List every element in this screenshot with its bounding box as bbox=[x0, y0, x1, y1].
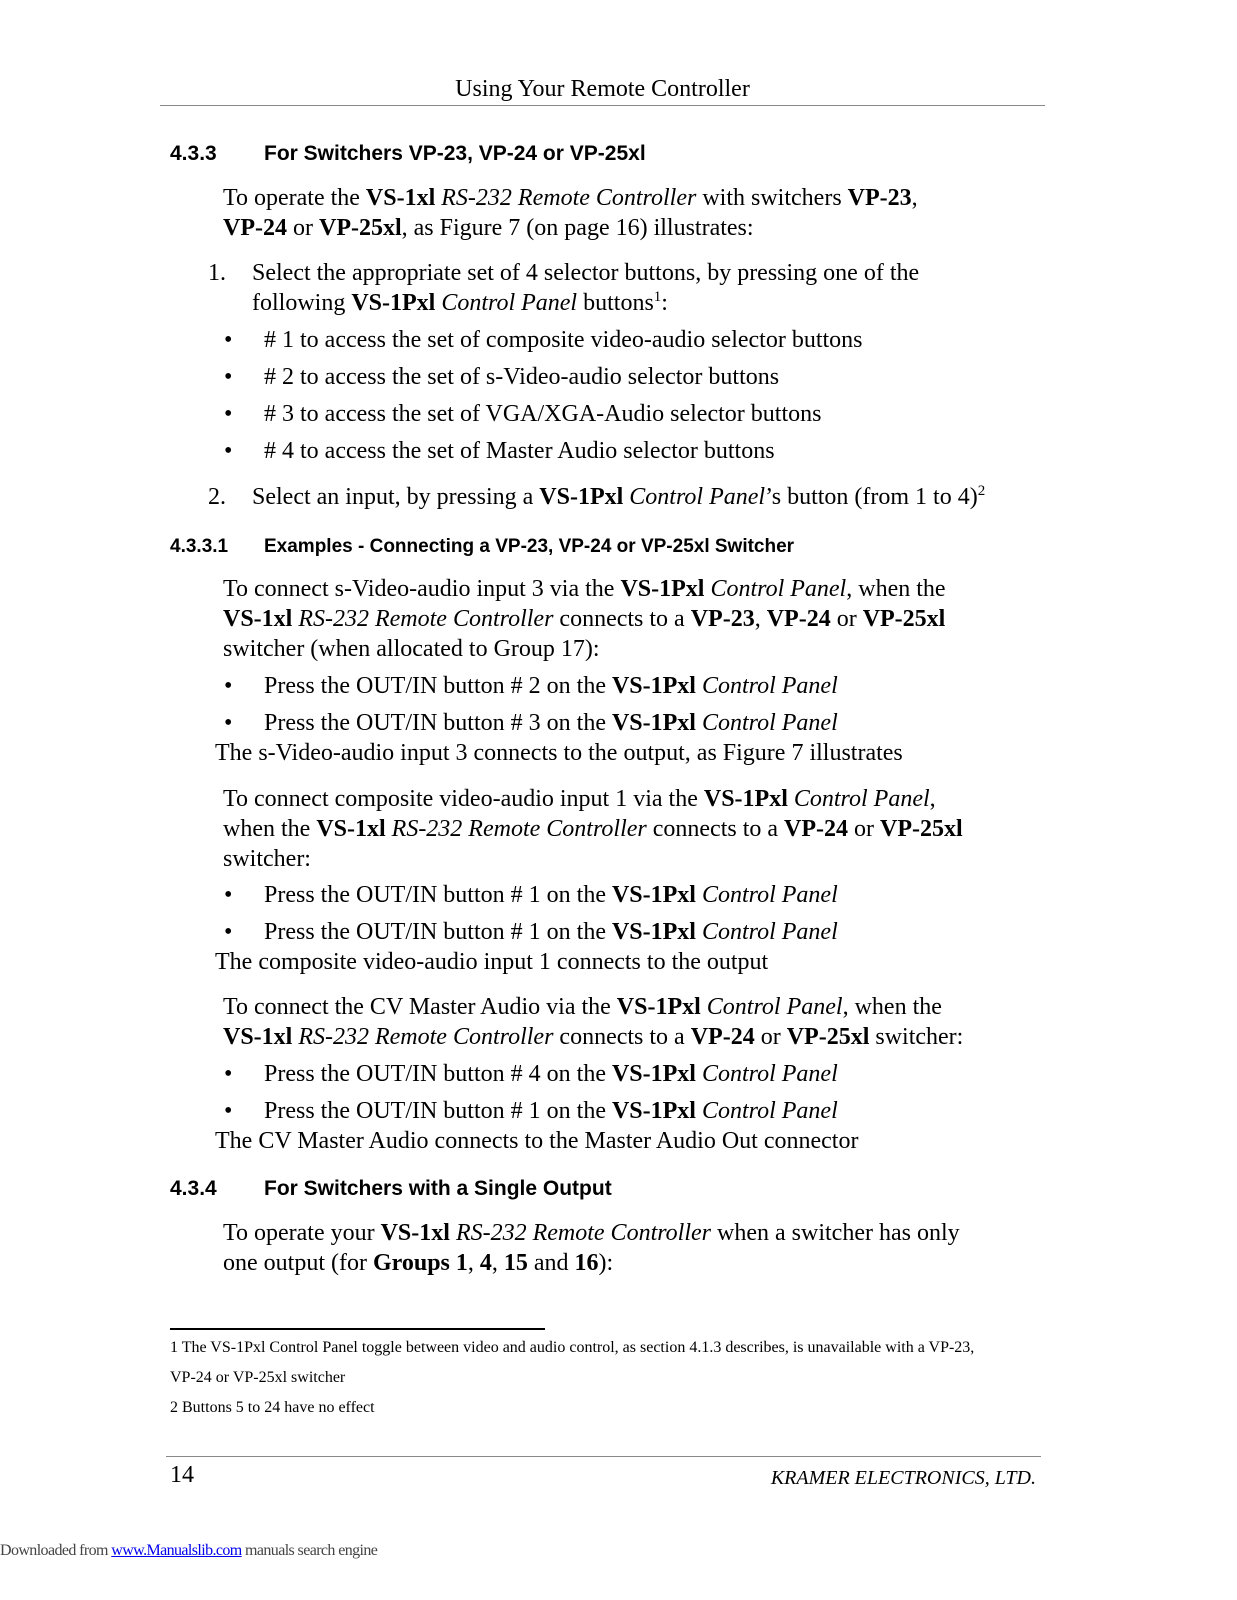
example-result: The CV Master Audio connects to the Master Audio Out connector bbox=[215, 1128, 859, 1154]
paragraph-example-2 bbox=[223, 784, 963, 874]
text-run: one output (for bbox=[223, 1250, 373, 1276]
footnote-ref: 2 bbox=[977, 483, 986, 499]
text-line bbox=[223, 574, 946, 604]
italic-term: RS-232 Remote Controller bbox=[391, 816, 647, 842]
list-item bbox=[224, 399, 1044, 429]
bold-term: VP-25xl bbox=[862, 606, 946, 632]
text-line bbox=[223, 213, 918, 243]
italic-term: RS-232 Remote Controller bbox=[441, 185, 697, 211]
list-item-text bbox=[264, 671, 838, 701]
text-run: when a switcher has only bbox=[711, 1220, 960, 1246]
bold-term: VS-1Pxl bbox=[620, 576, 705, 602]
text-run: or bbox=[286, 215, 319, 241]
paragraph-example-1 bbox=[223, 574, 946, 664]
italic-term: Control Panel bbox=[701, 882, 838, 908]
section-title: Examples - Connecting a VP-23, VP-24 or VP-25xl Switcher bbox=[264, 536, 795, 557]
text-run: Press the OUT/IN button # 1 on the bbox=[264, 882, 612, 908]
list-item-text bbox=[264, 917, 838, 947]
list-item bbox=[224, 917, 1044, 947]
text-run: switcher: bbox=[869, 1024, 964, 1050]
text-line bbox=[223, 992, 963, 1022]
bullet-icon: • bbox=[224, 364, 233, 390]
section-heading-4-3-4 bbox=[170, 1177, 1070, 1203]
section-title: For Switchers with a Single Output bbox=[264, 1177, 612, 1200]
bold-term: 16 bbox=[574, 1250, 599, 1276]
text-run: , bbox=[754, 606, 767, 632]
bold-term: VP-23 bbox=[690, 606, 755, 632]
bullet-icon: • bbox=[224, 882, 233, 908]
footer-rule bbox=[166, 1456, 1041, 1457]
italic-term: Control Panel bbox=[710, 576, 847, 602]
step-text bbox=[252, 482, 985, 512]
text-run: , when the bbox=[846, 576, 946, 602]
text-line bbox=[223, 1248, 960, 1278]
running-header: Using Your Remote Controller bbox=[455, 76, 750, 102]
text-run: Press the OUT/IN button # 1 on the bbox=[264, 1098, 612, 1124]
bold-term: VP-23 bbox=[847, 185, 912, 211]
bullet-icon: • bbox=[224, 710, 233, 736]
list-item bbox=[224, 880, 1044, 910]
bullet-icon: • bbox=[224, 673, 233, 699]
list-item bbox=[224, 1059, 1044, 1089]
text-run: , when the bbox=[842, 994, 942, 1020]
italic-term: RS-232 Remote Controller bbox=[298, 606, 554, 632]
text-line bbox=[223, 784, 963, 814]
text-run: switcher: bbox=[223, 846, 311, 872]
bold-term: VP-24 bbox=[690, 1024, 755, 1050]
bold-term: VS-1Pxl bbox=[611, 1098, 696, 1124]
italic-term: Control Panel bbox=[706, 994, 843, 1020]
section-number: 4.3.3 bbox=[170, 142, 217, 165]
text-run: or bbox=[830, 606, 863, 632]
section-heading-4-3-3-1 bbox=[170, 536, 1070, 560]
bold-term: VS-1Pxl bbox=[611, 882, 696, 908]
footnote-1-line-1: 1 The VS-1Pxl Control Panel toggle between video and audio control, as section 4.1.3 describes, is unavailable with a VP-23, bbox=[170, 1339, 975, 1356]
numbered-step-1 bbox=[208, 258, 1048, 318]
text-run: To connect composite video-audio input 1 via the bbox=[223, 786, 704, 812]
list-item-text: # 3 to access the set of VGA/XGA-Audio selector buttons bbox=[264, 401, 822, 427]
section-number: 4.3.3.1 bbox=[170, 536, 229, 557]
italic-term: RS-232 Remote Controller bbox=[298, 1024, 554, 1050]
section-number: 4.3.4 bbox=[170, 1177, 217, 1200]
bold-term: VP-25xl bbox=[786, 1024, 870, 1050]
text-run: To connect s-Video-audio input 3 via the bbox=[223, 576, 621, 602]
company-name: KRAMER ELECTRONICS, LTD. bbox=[770, 1467, 1036, 1489]
bold-term: VS-1xl bbox=[223, 1024, 293, 1050]
step-text bbox=[252, 258, 919, 318]
text-line bbox=[252, 482, 985, 512]
text-run: , as Figure 7 (on page 16) illustrates: bbox=[401, 215, 754, 241]
bold-term: VP-25xl bbox=[880, 816, 963, 842]
bullet-icon: • bbox=[224, 1061, 233, 1087]
italic-term: Control Panel bbox=[793, 786, 930, 812]
step-marker: 2. bbox=[208, 484, 226, 510]
list-item-text bbox=[264, 708, 838, 738]
text-run: To connect the CV Master Audio via the bbox=[223, 994, 617, 1020]
numbered-step-2 bbox=[208, 482, 1048, 512]
paragraph-example-3 bbox=[223, 992, 963, 1052]
text-run: Press the OUT/IN button # 4 on the bbox=[264, 1061, 612, 1087]
text-run: or bbox=[848, 816, 881, 842]
text-run: ’s button (from 1 to 4) bbox=[765, 484, 978, 510]
bold-term: VP-25xl bbox=[318, 215, 402, 241]
text-run: buttons bbox=[577, 290, 654, 316]
text-run: following bbox=[252, 290, 352, 316]
bold-term: VP-24 bbox=[223, 215, 287, 241]
text-line bbox=[223, 183, 918, 213]
text-run: Press the OUT/IN button # 2 on the bbox=[264, 673, 612, 699]
bold-term: 4 bbox=[479, 1250, 492, 1276]
list-item bbox=[224, 1096, 1044, 1126]
bullet-icon: • bbox=[224, 1098, 233, 1124]
text-run: connects to a bbox=[646, 816, 785, 842]
text-run: and bbox=[527, 1250, 575, 1276]
bold-term: VS-1Pxl bbox=[611, 673, 696, 699]
footnote-1-line-2: VP-24 or VP-25xl switcher bbox=[170, 1369, 346, 1386]
text-run: : bbox=[661, 290, 668, 316]
footnote-2: 2 Buttons 5 to 24 have no effect bbox=[170, 1399, 375, 1416]
bold-term: VS-1Pxl bbox=[611, 919, 696, 945]
paragraph-intro-433 bbox=[223, 183, 918, 243]
text-line bbox=[223, 604, 946, 634]
bold-term: VS-1Pxl bbox=[611, 1061, 696, 1087]
manualslib-link[interactable]: www.Manualslib.com bbox=[111, 1542, 242, 1559]
bullet-icon: • bbox=[224, 327, 233, 353]
bold-term: VS-1Pxl bbox=[539, 484, 624, 510]
bold-term: VS-1Pxl bbox=[351, 290, 436, 316]
italic-term: Control Panel bbox=[441, 290, 578, 316]
italic-term: Control Panel bbox=[629, 484, 766, 510]
text-run: with switchers bbox=[696, 185, 848, 211]
italic-term: Control Panel bbox=[701, 1098, 838, 1124]
example-result: The s-Video-audio input 3 connects to the output, as Figure 7 illustrates bbox=[215, 740, 903, 766]
text-run: when the bbox=[223, 816, 317, 842]
text-run: ): bbox=[598, 1250, 614, 1276]
bold-term: VP-24 bbox=[766, 606, 831, 632]
text-line bbox=[223, 634, 946, 664]
bold-term: VS-1Pxl bbox=[703, 786, 788, 812]
text-run: Press the OUT/IN button # 3 on the bbox=[264, 710, 612, 736]
italic-term: Control Panel bbox=[701, 673, 838, 699]
list-item bbox=[224, 671, 1044, 701]
bold-term: VS-1xl bbox=[380, 1220, 450, 1246]
bold-term: VP-24 bbox=[784, 816, 849, 842]
bold-term: VS-1xl bbox=[223, 606, 293, 632]
list-item bbox=[224, 325, 1044, 355]
text-line bbox=[223, 1218, 960, 1248]
paragraph-intro-434 bbox=[223, 1218, 960, 1278]
text-run: , bbox=[467, 1250, 480, 1276]
download-suffix: manuals search engine bbox=[241, 1542, 378, 1559]
list-item-text bbox=[264, 1096, 838, 1126]
page-number: 14 bbox=[170, 1462, 194, 1488]
text-run: connects to a bbox=[553, 606, 691, 632]
bold-term: 15 bbox=[503, 1250, 528, 1276]
text-run: To operate the bbox=[223, 185, 366, 211]
bold-term: VS-1xl bbox=[316, 816, 386, 842]
footnote-ref: 1 bbox=[653, 289, 662, 305]
bullet-icon: • bbox=[224, 438, 233, 464]
bold-term: Groups 1 bbox=[372, 1250, 468, 1276]
download-banner bbox=[0, 1542, 377, 1560]
bold-term: VS-1Pxl bbox=[616, 994, 701, 1020]
italic-term: RS-232 Remote Controller bbox=[455, 1220, 712, 1246]
text-line bbox=[223, 1022, 963, 1052]
italic-term: Control Panel bbox=[701, 710, 838, 736]
text-run: switcher (when allocated to Group 17): bbox=[223, 636, 600, 662]
italic-term: Control Panel bbox=[701, 1061, 838, 1087]
text-run: connects to a bbox=[553, 1024, 691, 1050]
example-result: The composite video-audio input 1 connects to the output bbox=[215, 949, 769, 975]
text-line bbox=[223, 844, 963, 874]
list-item-text: # 2 to access the set of s-Video-audio selector buttons bbox=[264, 364, 780, 390]
italic-term: Control Panel bbox=[701, 919, 838, 945]
bullet-icon: • bbox=[224, 401, 233, 427]
text-run: , bbox=[491, 1250, 504, 1276]
bold-term: VS-1xl bbox=[365, 185, 436, 211]
step-marker: 1. bbox=[208, 260, 226, 286]
list-item bbox=[224, 708, 1044, 738]
text-run: , bbox=[929, 786, 936, 812]
text-line bbox=[223, 814, 963, 844]
footnote-separator bbox=[170, 1328, 545, 1330]
bold-term: VS-1Pxl bbox=[611, 710, 696, 736]
list-item-text bbox=[264, 1059, 838, 1089]
list-item bbox=[224, 436, 1044, 466]
text-run: , bbox=[911, 185, 918, 211]
text-run: or bbox=[754, 1024, 787, 1050]
text-line bbox=[252, 258, 919, 288]
list-item-text: # 4 to access the set of Master Audio selector buttons bbox=[264, 438, 775, 464]
download-prefix: Downloaded from bbox=[0, 1542, 112, 1559]
section-heading-4-3-3 bbox=[170, 142, 1070, 168]
section-title: For Switchers VP-23, VP-24 or VP-25xl bbox=[264, 142, 646, 165]
text-run: Press the OUT/IN button # 1 on the bbox=[264, 919, 612, 945]
list-item-text: # 1 to access the set of composite video-audio selector buttons bbox=[264, 327, 863, 353]
list-item bbox=[224, 362, 1044, 392]
text-run: Select an input, by pressing a bbox=[252, 484, 540, 510]
bullet-icon: • bbox=[224, 919, 233, 945]
header-rule bbox=[160, 105, 1045, 106]
list-item-text bbox=[264, 880, 838, 910]
text-line bbox=[252, 288, 919, 318]
text-run: To operate your bbox=[223, 1220, 381, 1246]
text-run: Select the appropriate set of 4 selector buttons, by pressing one of the bbox=[252, 260, 920, 286]
